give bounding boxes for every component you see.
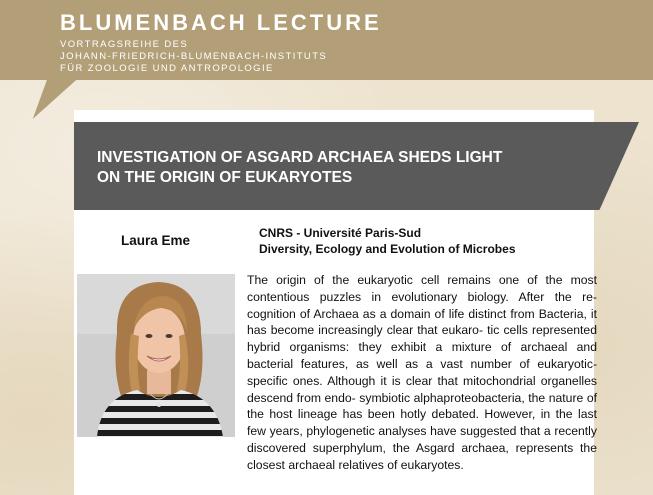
subtitle-line: JOHANN-FRIEDRICH-BLUMENBACH-INSTITUTS <box>60 51 328 62</box>
abstract-line: recently discovered superphylum, the Asgard archaea, <box>247 424 597 455</box>
abstract-line: Bacteria, it has become increasingly clear that eukaro- <box>247 306 597 338</box>
abstract-line: mixture of archaeal and bacterial features, as well as a <box>247 340 597 371</box>
speaker-portrait-image <box>77 274 235 437</box>
abstract-line: The origin of the eukaryotic cell remains one of the most <box>247 273 597 287</box>
series-subtitle <box>60 39 327 75</box>
abstract-line: few years, phylogenetic analyses have suggested that a <box>247 424 551 439</box>
subtitle-line: FÜR ZOOLOGIE UND ANTROPOLOGIE <box>60 63 274 74</box>
affiliation-institution: CNRS - Université Paris-Sud <box>259 226 422 240</box>
affiliation-department: Diversity, Ecology and Evolution of Microbes <box>259 242 516 256</box>
banner-speech-tail <box>33 79 78 119</box>
abstract-line: represents the closest archaeal relatives of eukaryotes. <box>247 440 597 472</box>
talk-abstract <box>247 272 597 474</box>
talk-title-line: INVESTIGATION OF ASGARD ARCHAEA SHEDS LIGHT <box>97 149 503 166</box>
talk-title <box>97 148 617 188</box>
abstract-line: contentious puzzles in evolutionary biology. After the re- <box>247 289 597 304</box>
abstract-line: tic cells represented hybrid organisms: they exhibit a <box>247 323 597 355</box>
subtitle-line: VORTRAGSREIHE DES <box>60 39 189 50</box>
speaker-affiliation <box>259 225 516 257</box>
speaker-name: Laura Eme <box>121 233 191 248</box>
abstract-line: vast number of eukaryotic-specific ones. Although it is <box>247 356 597 388</box>
abstract-line: clear that mitochondrial organelles descend from endo- <box>247 373 597 405</box>
series-title: BLUMENBACH LECTURE <box>60 10 382 35</box>
abstract-line: cognition of Archaea as a domain of life distinct from <box>247 306 535 321</box>
abstract-line: lineage has been hotly debated. However, in the last <box>297 407 597 422</box>
speaker-photo <box>77 274 235 437</box>
abstract-line: symbiotic alphaproteobacteria, the nature of the host <box>247 390 598 422</box>
talk-title-line: ON THE ORIGIN OF EUKARYOTES <box>97 169 353 186</box>
